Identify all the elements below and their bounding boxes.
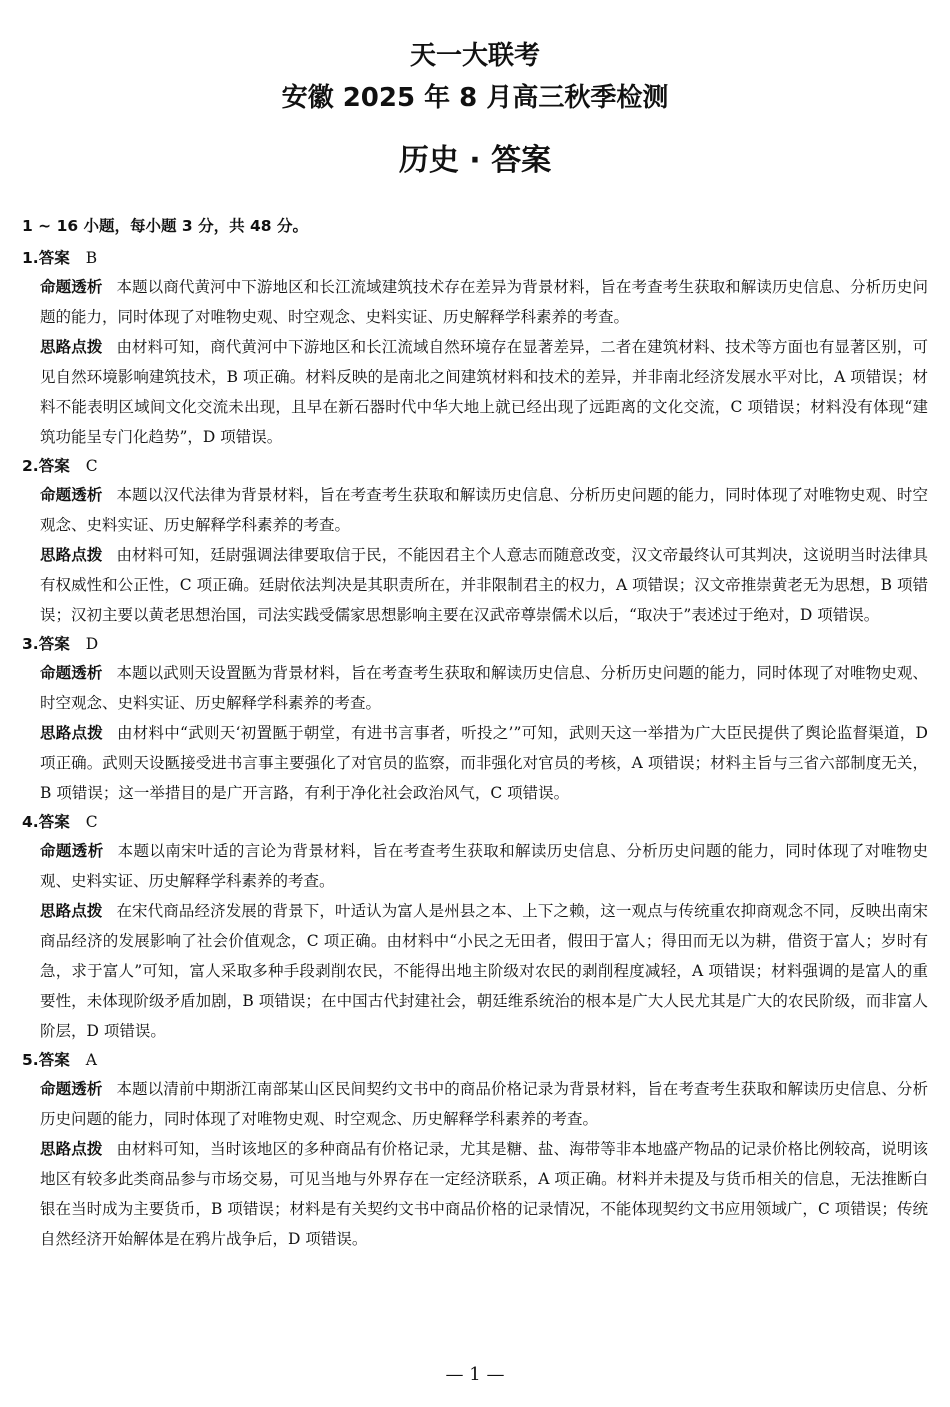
analysis-paragraph bbox=[40, 836, 928, 896]
approach-label: 思路点拨 bbox=[40, 724, 104, 742]
answer-choice: A bbox=[85, 1051, 97, 1069]
subject-title: 历史 · 答案 bbox=[398, 143, 552, 178]
analysis-label: 命题透析 bbox=[40, 278, 103, 296]
answer-line bbox=[22, 452, 950, 480]
approach-label: 思路点拨 bbox=[40, 902, 103, 920]
answer-line bbox=[22, 630, 950, 658]
question-item bbox=[0, 630, 950, 808]
analysis-paragraph bbox=[40, 272, 928, 332]
analysis-paragraph bbox=[40, 658, 928, 718]
approach-text: 由材料中“武则天‘初置匦于朝堂，有进书言事者，听投之’”可知，武则天这一举措为广大臣民提供了舆论监督渠道，D 项正确。武则天设匦接受进书言事主要强化了对官员的监察，而非强化对官员的考核，A 项错误；材料主旨与三省六部制度无关，B 项错误；这一举措目的是广开言路，有利于净化社会政治风气，C 项错误。 bbox=[40, 724, 928, 802]
question-number: 3. bbox=[22, 635, 39, 653]
analysis-label: 命题透析 bbox=[40, 842, 104, 860]
approach-paragraph bbox=[40, 718, 928, 808]
question-item bbox=[0, 244, 950, 452]
analysis-label: 命题透析 bbox=[40, 664, 103, 682]
answer-line bbox=[22, 1046, 950, 1074]
approach-label: 思路点拨 bbox=[40, 546, 103, 564]
answer-choice: B bbox=[85, 249, 98, 267]
exam-org-title: 天一大联考 bbox=[409, 41, 540, 71]
question-item bbox=[0, 1046, 950, 1254]
question-item bbox=[0, 452, 950, 630]
analysis-text: 本题以武则天设置匦为背景材料，旨在考查考生获取和解读历史信息、分析历史问题的能力，同时体现了对唯物史观、时空观念、史料实证、历史解释学科素养的考查。 bbox=[40, 664, 928, 712]
approach-text: 由材料可知，商代黄河中下游地区和长江流域自然环境存在显著差异，二者在建筑材料、技术等方面也有显著区别，可见自然环境影响建筑技术，B 项正确。材料反映的是南北之间建筑材料和技术的差异，并非南北经济发展水平对比，A 项错误；材料不能表明区域间文化交流未出现，且早在新石器时代中华大地上就已经出现了远距离的文化交流，C 项错误；材料没有体现“建筑功能呈专门化趋势”，D 项错误。 bbox=[40, 338, 928, 446]
answer-line bbox=[22, 244, 950, 272]
question-number: 5. bbox=[22, 1051, 39, 1069]
approach-text: 在宋代商品经济发展的背景下，叶适认为富人是州县之本、上下之赖，这一观点与传统重农抑商观念不同，反映出南宋商品经济的发展影响了社会价值观念，C 项正确。由材料中“小民之无田者，假田于富人；得田而无以为耕，借资于富人；岁时有急，求于富人”可知，富人采取多种手段剥削农民，不能得出地主阶级对农民的剥削程度减轻，A 项错误；材料强调的是富人的重要性，未体现阶级矛盾加剧，B 项错误；在中国古代封建社会，朝廷维系统治的根本是广大人民尤其是广大的农民阶级，而非富人阶层，D 项错误。 bbox=[40, 902, 928, 1040]
answer-line bbox=[22, 808, 950, 836]
approach-paragraph bbox=[40, 1134, 928, 1254]
answer-label: 答案 bbox=[38, 249, 70, 267]
approach-label: 思路点拨 bbox=[40, 1140, 103, 1158]
approach-text: 由材料可知，当时该地区的多种商品有价格记录，尤其是糖、盐、海带等非本地盛产物品的记录价格比例较高，说明该地区有较多此类商品参与市场交易，可见当地与外界存在一定经济联系，A 项正确。材料并未提及与货币相关的信息，无法推断白银在当时成为主要货币，B 项错误；材料是有关契约文书中商品价格的记录情况，不能体现契约文书应用领域广，C 项错误；传统自然经济开始解体是在鸦片战争后，D 项错误。 bbox=[40, 1140, 928, 1248]
section-intro: 1 ~ 16 小题，每小题 3 分，共 48 分。 bbox=[22, 217, 308, 235]
question-number: 4. bbox=[22, 813, 39, 831]
answer-choice: D bbox=[85, 635, 99, 653]
approach-paragraph bbox=[40, 896, 928, 1046]
answer-choice: C bbox=[85, 457, 98, 475]
analysis-paragraph bbox=[40, 1074, 928, 1134]
analysis-paragraph bbox=[40, 480, 928, 540]
approach-paragraph bbox=[40, 540, 928, 630]
analysis-text: 本题以南宋叶适的言论为背景材料，旨在考查考生获取和解读历史信息、分析历史问题的能力，同时体现了对唯物史观、史料实证、历史解释学科素养的考查。 bbox=[40, 842, 928, 890]
analysis-text: 本题以商代黄河中下游地区和长江流域建筑技术存在差异为背景材料，旨在考查考生获取和解读历史信息、分析历史问题的能力，同时体现了对唯物史观、时空观念、史料实证、历史解释学科素养的考查。 bbox=[40, 278, 928, 326]
analysis-text: 本题以清前中期浙江南部某山区民间契约文书中的商品价格记录为背景材料，旨在考查考生获取和解读历史信息、分析历史问题的能力，同时体现了对唯物史观、时空观念、历史解释学科素养的考查。 bbox=[40, 1080, 928, 1128]
approach-label: 思路点拨 bbox=[40, 338, 103, 356]
answer-label: 答案 bbox=[38, 1051, 70, 1069]
analysis-label: 命题透析 bbox=[40, 486, 103, 504]
question-number: 1. bbox=[22, 249, 39, 267]
answer-label: 答案 bbox=[38, 635, 70, 653]
answer-choice: C bbox=[85, 813, 98, 831]
question-number: 2. bbox=[22, 457, 39, 475]
exam-title: 安徽 2025 年 8 月高三秋季检测 bbox=[281, 83, 669, 113]
questions-list bbox=[0, 244, 950, 1254]
question-item bbox=[0, 808, 950, 1046]
approach-text: 由材料可知，廷尉强调法律要取信于民，不能因君主个人意志而随意改变，汉文帝最终认可其判决，这说明当时法律具有权威性和公正性，C 项正确。廷尉依法判决是其职责所在，并非限制君主的权力，A 项错误；汉文帝推崇黄老无为思想，B 项错误；汉初主要以黄老思想治国，司法实践受儒家思想影响主要在汉武帝尊崇儒术以后，“取决于”表述过于绝对，D 项错误。 bbox=[40, 546, 928, 624]
answer-label: 答案 bbox=[38, 813, 70, 831]
answer-label: 答案 bbox=[38, 457, 70, 475]
analysis-label: 命题透析 bbox=[40, 1080, 103, 1098]
analysis-text: 本题以汉代法律为背景材料，旨在考查考生获取和解读历史信息、分析历史问题的能力，同时体现了对唯物史观、时空观念、史料实证、历史解释学科素养的考查。 bbox=[40, 486, 928, 534]
approach-paragraph bbox=[40, 332, 928, 452]
page-number: — 1 — bbox=[445, 1364, 505, 1385]
